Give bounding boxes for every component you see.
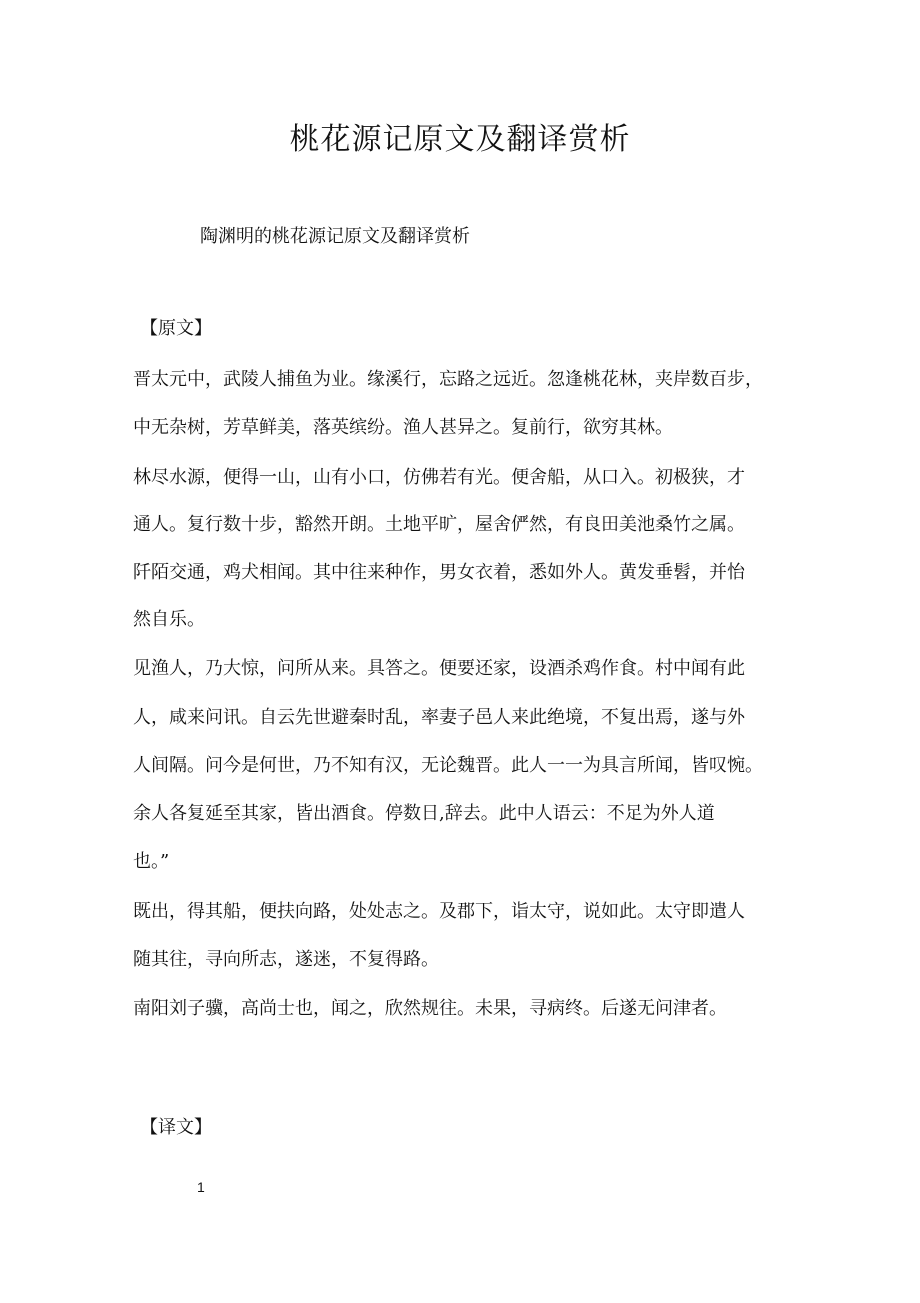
text-line: 余人各复延至其家，皆出酒食。停数日,辞去。此中人语云：不足为外人道 bbox=[133, 803, 715, 824]
text-line: 见渔人，乃大惊，问所从来。具答之。便要还家，设酒杀鸡作食。村中闻有此 bbox=[133, 658, 745, 679]
text-line: 南阳刘子骥，高尚士也，闻之，欣然规往。未果，寻病终。后遂无问津者。 bbox=[133, 998, 727, 1019]
text-line: 人，咸来问讯。自云先世避秦时乱，率妻子邑人来此绝境，不复出焉，遂与外 bbox=[133, 707, 745, 728]
text-line: 林尽水源，便得一山，山有小口，仿佛若有光。便舍船，从口入。初极狭，才 bbox=[133, 467, 745, 488]
text-line: 人间隔。问今是何世，乃不知有汉，无论魏晋。此人一一为具言所闻，皆叹惋。 bbox=[133, 755, 763, 776]
original-text-heading: 【原文】 bbox=[140, 318, 212, 339]
text-line: 也。” bbox=[133, 851, 170, 872]
text-line: 通人。复行数十步，豁然开朗。土地平旷，屋舍俨然，有良田美池桑竹之属。 bbox=[133, 514, 745, 535]
text-line: 阡陌交通，鸡犬相闻。其中往来种作，男女衣着，悉如外人。黄发垂髫，并怡 bbox=[133, 562, 745, 583]
translation-heading: 【译文】 bbox=[140, 1117, 212, 1138]
text-line: 随其往，寻向所志，遂迷，不复得路。 bbox=[133, 949, 439, 970]
document-title: 桃花源记原文及翻译赏析 bbox=[289, 122, 631, 157]
text-line: 晋太元中，武陵人捕鱼为业。缘溪行，忘路之远近。忽逢桃花林，夹岸数百步， bbox=[133, 369, 763, 390]
text-line: 既出，得其船，便扶向路，处处志之。及郡下，诣太守，说如此。太守即遣人 bbox=[133, 901, 745, 922]
text-line: 中无杂树，芳草鲜美，落英缤纷。渔人甚异之。复前行，欲穷其林。 bbox=[133, 417, 673, 438]
page-number: 1 bbox=[197, 1179, 205, 1195]
text-line: 然自乐。 bbox=[133, 609, 205, 630]
document-subtitle: 陶渊明的桃花源记原文及翻译赏析 bbox=[200, 226, 470, 247]
